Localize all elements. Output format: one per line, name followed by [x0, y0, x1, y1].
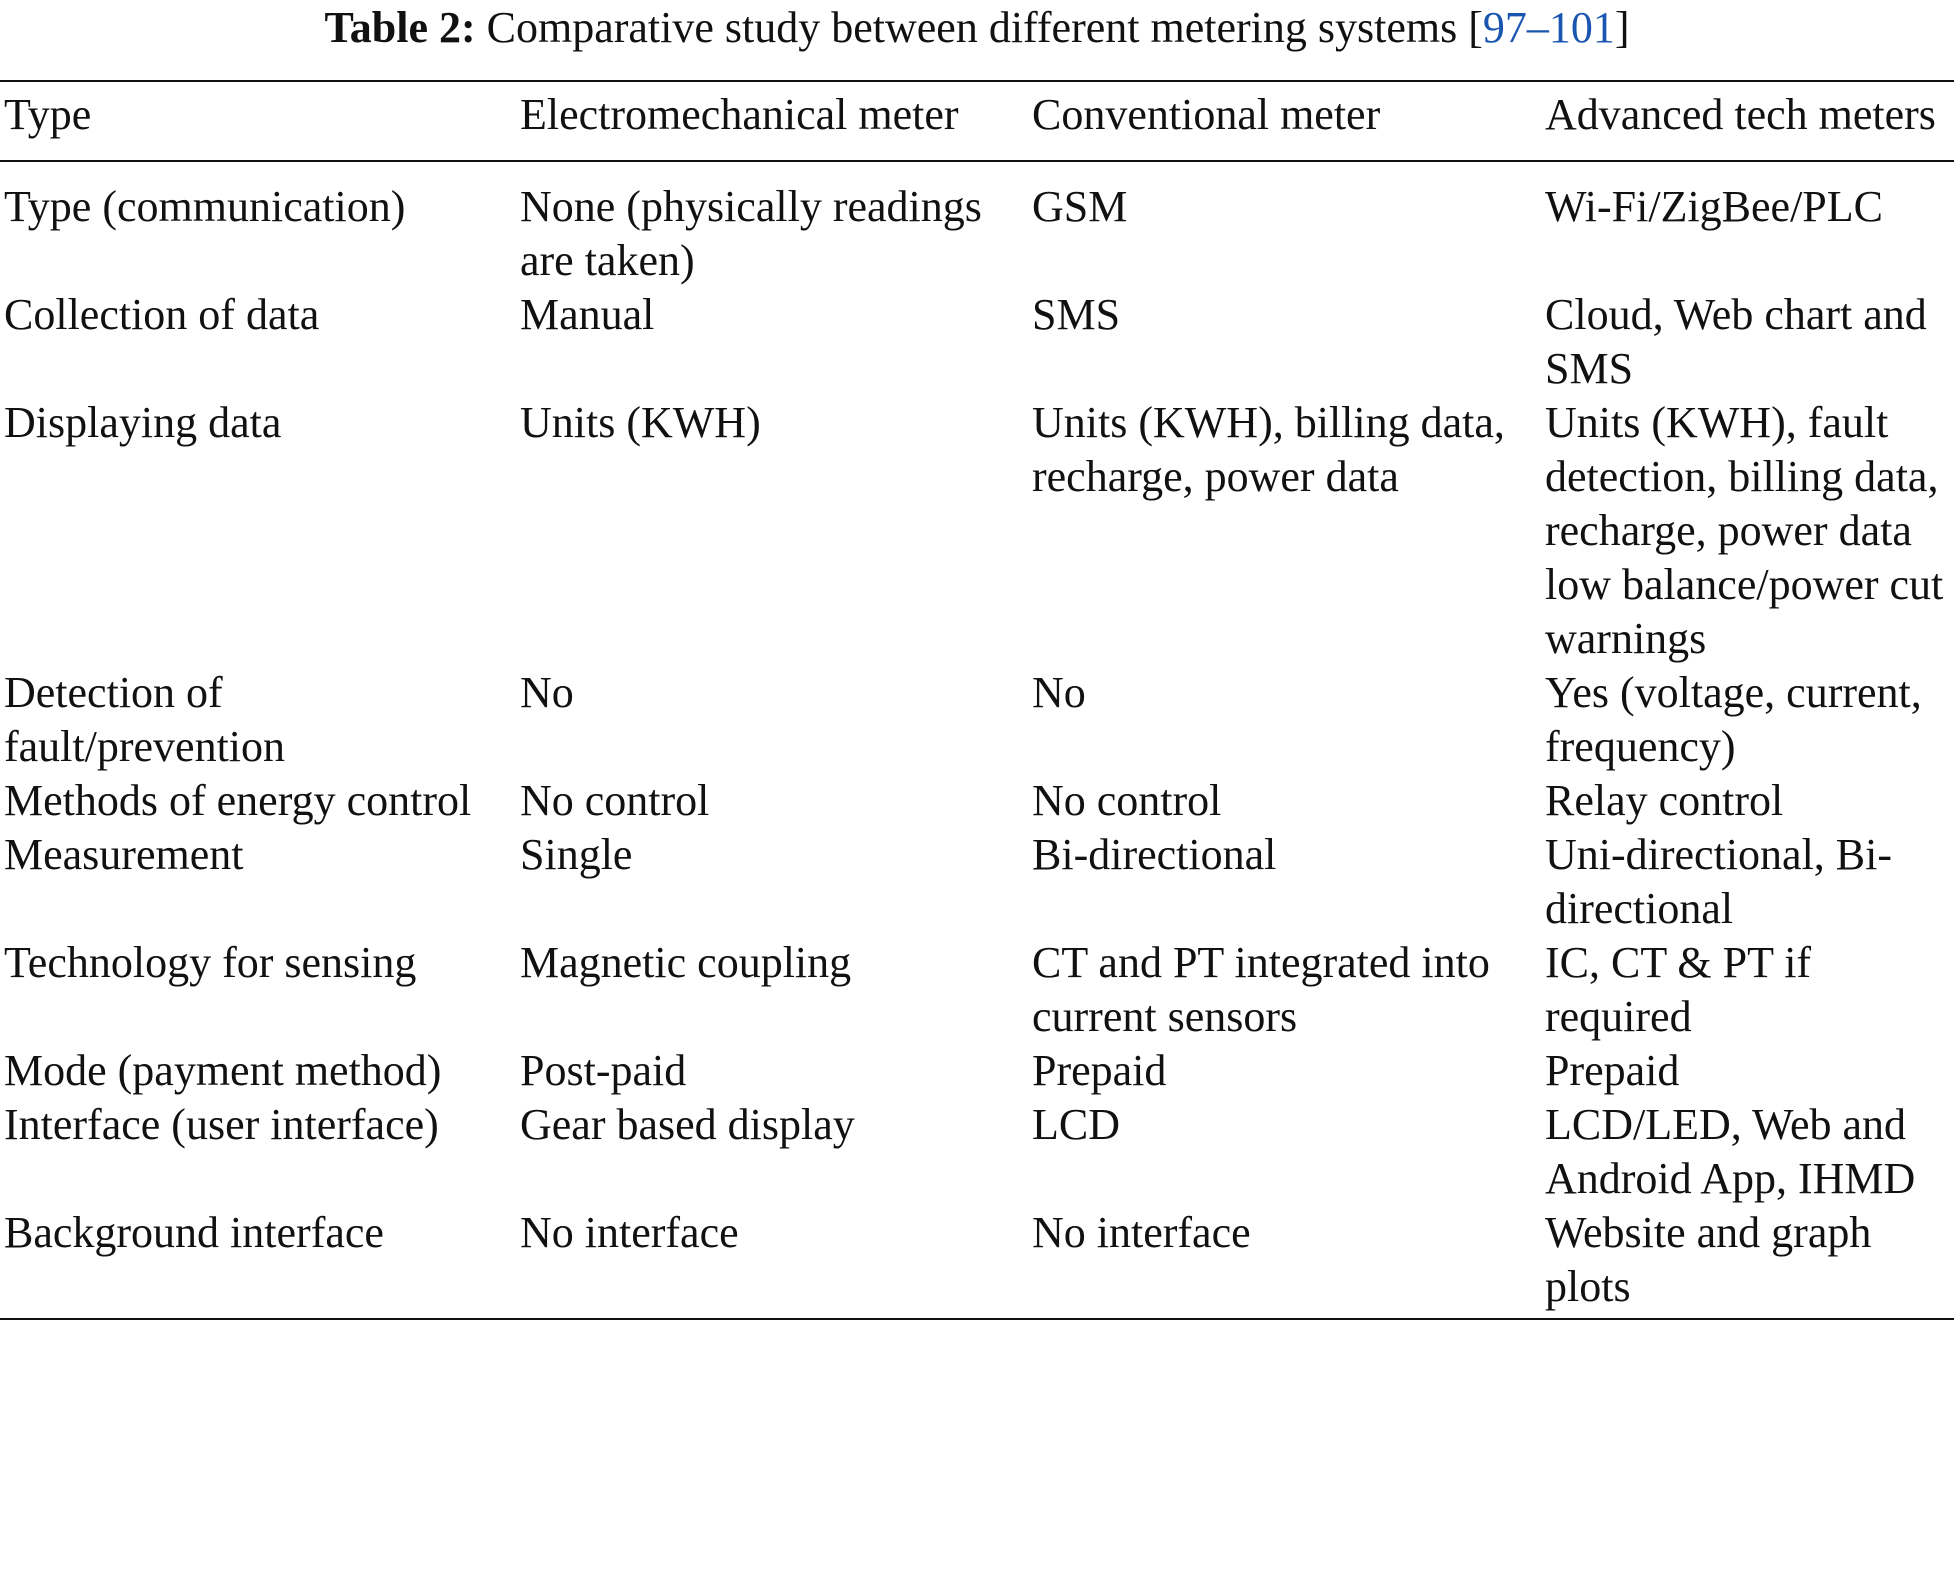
comparison-table — [0, 80, 1954, 1320]
table-cell: None (physically readings are taken) — [520, 182, 982, 285]
row-label: Technology for sensing — [4, 938, 417, 987]
table-cell: Relay control — [1545, 776, 1784, 825]
table-cell: Website and graph plots — [1545, 1208, 1872, 1311]
row-label: Type (communication) — [4, 182, 406, 231]
row-label: Measurement — [4, 830, 244, 879]
table-cell: LCD — [1032, 1100, 1120, 1149]
table-header-row — [0, 81, 1954, 161]
table-cell: No — [1032, 668, 1086, 717]
header-advanced: Advanced tech meters — [1545, 90, 1936, 139]
table-row — [0, 288, 1954, 396]
table-row — [0, 774, 1954, 828]
header-electromechanical: Electromechanical meter — [520, 90, 959, 139]
table-row — [0, 828, 1954, 936]
table-cell: CT and PT integrated into current sensors — [1032, 938, 1490, 1041]
row-label: Collection of data — [4, 290, 320, 339]
row-label: Background interface — [4, 1208, 384, 1257]
table-cell: Units (KWH) — [520, 398, 761, 447]
table-cell: No control — [520, 776, 710, 825]
table-row — [0, 666, 1954, 774]
table-cell: No — [520, 668, 574, 717]
table-cell: Units (KWH), billing data, recharge, power data — [1032, 398, 1505, 501]
table-cell: Gear based display — [520, 1100, 855, 1149]
header-conventional: Conventional meter — [1032, 90, 1381, 139]
row-label: Displaying data — [4, 398, 282, 447]
table-row — [0, 1206, 1954, 1319]
table-cell: Wi-Fi/ZigBee/PLC — [1545, 182, 1883, 231]
table-row — [0, 1044, 1954, 1098]
table-row — [0, 936, 1954, 1044]
caption-text: Comparative study between different metering systems [ — [486, 3, 1483, 52]
row-label: Detection of fault/prevention — [4, 668, 286, 771]
table-cell: No interface — [520, 1208, 739, 1257]
row-label: Interface (user interface) — [4, 1100, 439, 1149]
table-cell: Bi-directional — [1032, 830, 1277, 879]
table-cell: Units (KWH), fault detection, billing data, recharge, power data low balance/power cut warnings — [1545, 398, 1944, 663]
table-cell: No interface — [1032, 1208, 1251, 1257]
table-row — [0, 1098, 1954, 1206]
table-caption — [0, 2, 1954, 54]
table-cell: SMS — [1032, 290, 1121, 339]
table-cell: Prepaid — [1545, 1046, 1680, 1095]
row-label: Mode (payment method) — [4, 1046, 442, 1095]
table-cell: IC, CT & PT if required — [1545, 938, 1812, 1041]
table-cell: Single — [520, 830, 633, 879]
table-row — [0, 161, 1954, 288]
table-cell: Manual — [520, 290, 655, 339]
citation-link[interactable]: 97–101 — [1482, 3, 1615, 52]
table-cell: Post-paid — [520, 1046, 687, 1095]
table-cell: Cloud, Web chart and SMS — [1545, 290, 1927, 393]
caption-close: ] — [1614, 3, 1630, 52]
table-cell: Uni-directional, Bi-directional — [1545, 830, 1893, 933]
table-row — [0, 396, 1954, 666]
table-cell: LCD/LED, Web and Android App, IHMD — [1545, 1100, 1916, 1203]
table-cell: GSM — [1032, 182, 1128, 231]
header-type: Type — [4, 90, 92, 139]
table-cell: Yes (voltage, current, frequency) — [1545, 668, 1922, 771]
table-cell: Magnetic coupling — [520, 938, 852, 987]
table-cell: Prepaid — [1032, 1046, 1167, 1095]
caption-label: Table 2: — [324, 3, 476, 52]
table-cell: No control — [1032, 776, 1222, 825]
row-label: Methods of energy control — [4, 776, 472, 825]
